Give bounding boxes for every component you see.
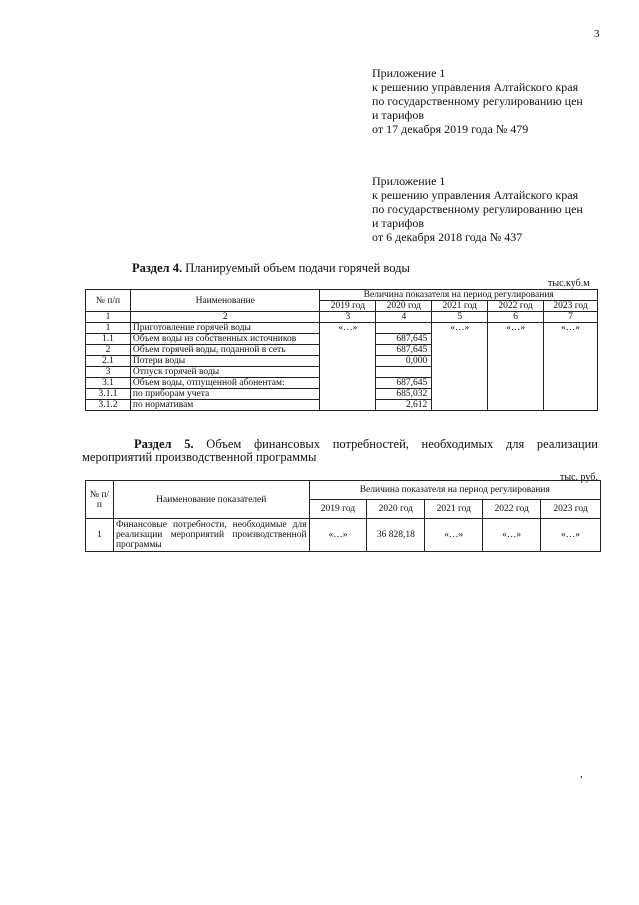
value-2022: «…» — [483, 519, 541, 552]
section5-unit: тыс. руб. — [560, 472, 598, 483]
section4-title-text: Планируемый объем подачи горячей воды — [182, 261, 410, 275]
section5-title-text: Объем финансовых потребностей, необходимых для реализации — [193, 437, 598, 451]
value-2020: 0,000 — [376, 356, 432, 367]
header-year: 2020 год — [367, 500, 425, 519]
header-num: № п/п — [86, 290, 131, 312]
row-num: 1 — [86, 323, 131, 334]
appendix-line: к решению управления Алтайского края — [372, 80, 579, 94]
row-num: 2.1 — [86, 356, 131, 367]
appendix-block-2018 — [372, 174, 612, 244]
header-name: Наименование показателей — [113, 481, 309, 519]
header-year: 2021 год — [432, 301, 488, 312]
row-name: Объем горячей воды, поданной в сеть — [130, 345, 320, 356]
header-year: 2021 год — [425, 500, 483, 519]
appendix-block-2019 — [372, 66, 612, 136]
value-2020: 36 828,18 — [367, 519, 425, 552]
section5-title-number: Раздел 5. — [134, 437, 194, 451]
row-num: 1 — [86, 519, 114, 552]
hot-water-volume-table — [85, 289, 598, 411]
header-year: 2023 год — [541, 500, 601, 519]
col-number: 7 — [544, 312, 598, 323]
row-num: 1.1 — [86, 334, 131, 345]
header-year: 2019 год — [309, 500, 367, 519]
header-year: 2020 год — [376, 301, 432, 312]
value-2021: «…» — [432, 323, 488, 411]
header-year: 2023 год — [544, 301, 598, 312]
row-name: по нормативам — [130, 400, 320, 411]
value-2020: 687,645 — [376, 378, 432, 389]
header-year: 2022 год — [483, 500, 541, 519]
col-number: 2 — [130, 312, 320, 323]
col-number: 6 — [488, 312, 544, 323]
row-name: Объем воды из собственных источников — [130, 334, 320, 345]
section4-title-number: Раздел 4. — [132, 261, 183, 275]
row-num: 3 — [86, 367, 131, 378]
value-2020: 687,645 — [376, 334, 432, 345]
row-num: 3.1.2 — [86, 400, 131, 411]
section4-unit: тыс.куб.м — [548, 278, 590, 289]
header-value-group: Величина показателя на период регулирования — [309, 481, 600, 500]
value-2020: 685,032 — [376, 389, 432, 400]
row-name: Потери воды — [130, 356, 320, 367]
value-2021: «…» — [425, 519, 483, 552]
appendix-line: Приложение 1 — [372, 66, 446, 80]
row-name: Объем воды, отпущенной абонентам: — [130, 378, 320, 389]
header-year: 2022 год — [488, 301, 544, 312]
table-row — [86, 519, 601, 552]
value-2022: «…» — [488, 323, 544, 411]
row-name: Отпуск горячей воды — [130, 367, 320, 378]
value-2023: «…» — [544, 323, 598, 411]
page-number: 3 — [594, 28, 600, 40]
row-name: по приборам учета — [130, 389, 320, 400]
appendix-line: по государственному регулированию цен — [372, 94, 583, 108]
col-number: 4 — [376, 312, 432, 323]
value-2019: «…» — [309, 519, 367, 552]
header-name: Наименование — [130, 290, 320, 312]
appendix-line: по государственному регулированию цен — [372, 202, 583, 216]
stray-mark: , — [580, 768, 583, 780]
appendix-line: и тарифов — [372, 108, 425, 122]
section4-title — [132, 261, 410, 276]
row-name: Приготовление горячей воды — [130, 323, 320, 334]
col-number: 3 — [320, 312, 376, 323]
appendix-line: от 6 декабря 2018 года № 437 — [372, 230, 523, 244]
appendix-line: к решению управления Алтайского края — [372, 188, 579, 202]
row-num: 3.1 — [86, 378, 131, 389]
appendix-line: и тарифов — [372, 216, 425, 230]
section5-title-line2: мероприятий производственной программы — [82, 450, 317, 464]
appendix-line: Приложение 1 — [372, 174, 446, 188]
header-num: № п/ п — [86, 481, 114, 519]
col-number: 5 — [432, 312, 488, 323]
row-name: Финансовые потребности, необходимые для реализации мероприятий производственной программы — [113, 519, 309, 552]
section5-title — [82, 438, 598, 464]
col-number: 1 — [86, 312, 131, 323]
appendix-line: от 17 декабря 2019 года № 479 — [372, 122, 529, 136]
value-2020: 687,645 — [376, 345, 432, 356]
header-value-group: Величина показателя на период регулирования — [320, 290, 598, 301]
table-row — [86, 323, 598, 334]
row-num: 3.1.1 — [86, 389, 131, 400]
value-2020 — [376, 323, 432, 334]
financial-needs-table — [85, 480, 601, 552]
value-2023: «…» — [541, 519, 601, 552]
value-2020: 2,612 — [376, 400, 432, 411]
row-num: 2 — [86, 345, 131, 356]
header-year: 2019 год — [320, 301, 376, 312]
value-2020 — [376, 367, 432, 378]
value-2019: «…» — [320, 323, 376, 411]
